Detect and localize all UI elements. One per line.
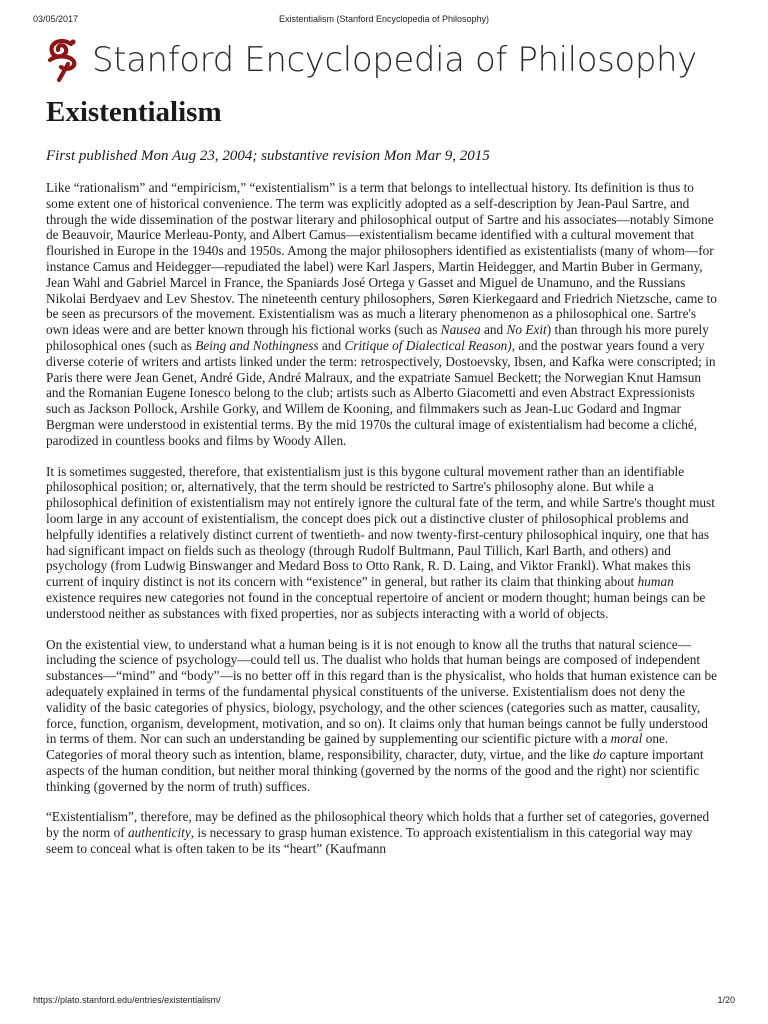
paragraph-4: “Existentialism”, therefore, may be defined as the philosophical theory which holds that a further set of categories, governed by the norm of authenticity, is necessary to grasp human existence. To approach existentialism in this categorial way may seem to conceal what is often taken to be its “heart” (Kaufmann	[46, 809, 710, 857]
sep-logo-icon[interactable]	[44, 36, 82, 82]
site-header	[44, 36, 744, 86]
article-title: Existentialism	[46, 96, 222, 128]
site-title[interactable]: Stanford Encyclopedia of Philosophy	[92, 40, 697, 80]
print-date: 03/05/2017	[33, 14, 79, 24]
print-page-title: Existentialism (Stanford Encyclopedia of Philosophy)	[278, 14, 490, 24]
print-footer	[33, 995, 735, 1009]
print-header	[33, 14, 735, 28]
page-number: 1/20	[717, 995, 735, 1005]
publication-info: First published Mon Aug 23, 2004; substantive revision Mon Mar 9, 2015	[46, 148, 490, 164]
paragraph-2: It is sometimes suggested, therefore, that existentialism just is this bygone cultural movement rather than an identifiable philosophical position; or, alternatively, that the term should be restricted to Sartre's philosophy alone. But while a philosophical definition of existentialism may not entirely ignore the cultural fate of the term, and while Sartre's thought must loom large in any account of existentialism, the concept does pick out a distinctive cluster of philosophical problems and helpfully identifies a relatively distinct current of twentieth- and now twenty-first-century philosophical inquiry, one that has had significant impact on fields such as theology (through Rudolf Bultmann, Paul Tillich, Karl Barth, and others) and psychology (from Ludwig Binswanger and Medard Boss to Otto Rank, R. D. Laing, and Viktor Frankl). What makes this current of inquiry distinct is not its concern with “existence” in general, but rather its claim that thinking about human existence requires new categories not found in the conceptual repertoire of ancient or modern thought; human beings can be understood neither as substances with fixed properties, nor as subjects interacting with a world of objects.	[46, 463, 715, 621]
paragraph-1: Like “rationalism” and “empiricism,” “existentialism” is a term that belongs to intellectual history. Its definition is thus to some extent one of historical convenience. The term was explicitly adopted as a self-description by Jean-Paul Sartre, and through the wide dissemination of the postwar literary and philosophical output of Sartre and his associates—notably Simone de Beauvoir, Maurice Merleau-Ponty, and Albert Camus—existentialism became identified with a cultural movement that flourished in Europe in the 1940s and 1950s. Among the major philosophers identified as existentialists (many of whom—for instance Camus and Heidegger—repudiated the label) were Karl Jaspers, Martin Heidegger, and Martin Buber in Germany, Jean Wahl and Gabriel Marcel in France, the Spaniards José Ortega y Gasset and Miguel de Unamuno, and the Russians Nikolai Berdyaev and Lev Shestov. The nineteenth century philosophers, Søren Kierkegaard and Friedrich Nietzsche, came to be seen as precursors of the movement. Existentialism was as much a literary phenomenon as a philosophical one. Sartre's own ideas were and are better known through his fictional works (such as Nausea and No Exit) than through his more purely philosophical ones (such as Being and Nothingness and Critique of Dialectical Reason), and the postwar years found a very diverse coterie of writers and artists linked under the term: retrospectively, Dostoevsky, Ibsen, and Kafka were conscripted; in Paris there were Jean Genet, André Gide, André Malraux, and the expatriate Samuel Beckett; the Norwegian Knut Hamsun and the Romanian Eugene Ionesco belong to the club; artists such as Alberto Giacometti and even Abstract Expressionists such as Jackson Pollock, Arshile Gorky, and Willem de Kooning, and filmmakers such as Jean-Luc Godard and Ingmar Bergman were understood in existential terms. By the mid 1970s the cultural image of existentialism had become a cliché, parodized in countless books and films by Woody Allen.	[46, 180, 717, 448]
page-url[interactable]: https://plato.stanford.edu/entries/existentialism/	[33, 995, 221, 1005]
article-body	[46, 180, 720, 872]
paragraph-3: On the existential view, to understand what a human being is it is not enough to know all the truths that natural science—including the science of psychology—could tell us. The dualist who holds that human beings are composed of independent substances—“mind” and “body”—is no better off in this regard than is the physicalist, who holds that human existence can be adequately explained in terms of the fundamental physical constituents of the universe. Existentialism does not deny the validity of the basic categories of physics, biology, psychology, and the other sciences (categories such as matter, causality, force, function, organism, development, motivation, and so on). It claims only that human beings cannot be fully understood in terms of them. Nor can such an understanding be gained by supplementing our scientific picture with a moral one. Categories of moral theory such as intention, blame, responsibility, character, duty, virtue, and the like do capture important aspects of the human condition, but neither moral thinking (governed by the norms of the good and the right) nor scientific thinking (governed by the norm of truth) suffices.	[46, 636, 718, 794]
